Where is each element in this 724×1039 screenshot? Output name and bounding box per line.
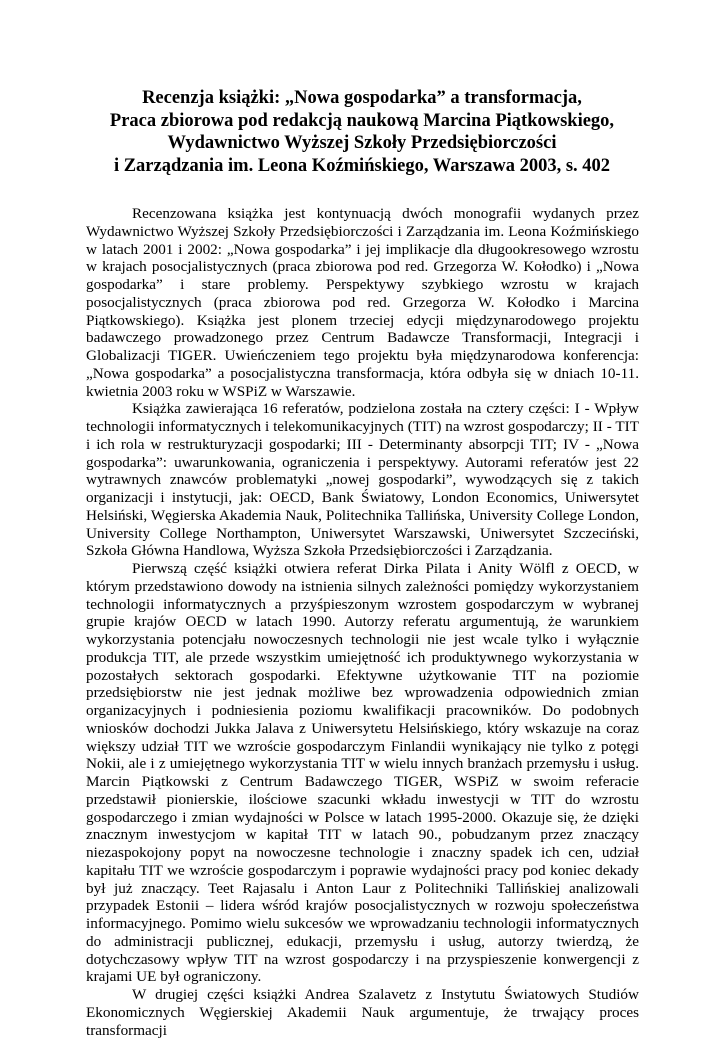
paragraph: Pierwszą część książki otwiera referat Dirka Pilata i Anity Wölfl z OECD, w którym przedstawiono dowody na istnienia silnych zależności pomiędzy wykorzystaniem technologii informatycznych a przyśpieszonym wzrostem gospodarczym w wybranej grupie krajów OECD w latach 1990. Autorzy referatu argumentują, że warunkiem wykorzystania potencjału nowoczesnych technologii nie jest wcale tylko i wyłącznie produkcja TIT, ale przede wszystkim umiejętność ich produktywnego wykorzystania w pozostałych sektorach gospodarki. Efektywne użytkowanie TIT na poziomie przedsiębiorstw nie jest jednak możliwe bez wprowadzenia odpowiednich zmian organizacyjnych i podniesienia poziomu kwalifikacji pracowników. Do podobnych wniosków dochodzi Jukka Jalava z Uniwersytetu Helsińskiego, który wskazuje na coraz większy udział TIT we wzroście gospodarczym Finlandii wynikający nie tylko z potęgi Nokii, ale i z umiejętnego wykorzystania TIT w wielu innych branżach przemysłu i usług. Marcin Piątkowski z Centrum Badawczego TIGER, WSPiZ w swoim referacie przedstawił pionierskie, ilościowe szacunki wkładu inwestycji w TIT do wzrostu gospodarczego i zmian wydajności w Polsce w latach 1995-2000. Okazuje się, że dzięki znacznym inwestycjom w kapitał TIT w latach 90., pobudzanym przez znaczący niezaspokojony popyt na nowoczesne technologie i znaczny spadek ich cen, udział kapitału TIT we wzroście gospodarczym i poprawie wydajności pracy pod koniec dekady był już znaczący. Teet Rajasalu i Anton Laur z Politechniki Tallińskiej analizowali przypadek Estonii – lidera wśród krajów posocjalistycznych w rozwoju społeczeństwa informacyjnego. Pomimo wielu sukcesów we wprowadzaniu technologii informatycznych do administracji publicznej, edukacji, przemysłu i usług, autorzy twierdzą, że dotychczasowy wpływ TIT na wzrost gospodarczy i na przyspieszenie konwergencji z krajami UE był ograniczony. — [86, 560, 639, 986]
title-line: Recenzja książki: „Nowa gospodarka” a transformacja, — [142, 88, 582, 108]
paragraph: Recenzowana książka jest kontynuacją dwóch monografii wydanych przez Wydawnictwo Wyższej Szkoły Przedsiębiorczości i Zarządzania im. Leona Koźmińskiego w latach 2001 i 2002: „Nowa gospodarka” i jej implikacje dla długookresowego wzrostu w krajach posocjalistycznych (praca zbiorowa pod red. Grzegorza W. Kołodko) i „Nowa gospodarka” i stare problemy. Perspektywy szybkiego wzrostu w krajach posocjalistycznych (praca zbiorowa pod red. Grzegorza W. Kołodko i Marcina Piątkowskiego). Książka jest plonem trzeciej edycji międzynarodowego projektu badawczego prowadzonego przez Centrum Badawcze Transformacji, Integracji i Globalizacji TIGER. Uwieńczeniem tego projektu była międzynarodowa konferencja: „Nowa gospodarka” a posocjalistyczna transformacja, która odbyła się w dniach 10-11. kwietnia 2003 roku w WSPiZ w Warszawie. — [86, 205, 639, 400]
review-body — [86, 205, 639, 1039]
paragraph: Książka zawierająca 16 referatów, podzielona została na cztery części: I - Wpływ technologii informatycznych i telekomunikacyjnych (TIT) na wzrost gospodarczy; II - TIT i ich rola w restrukturyzacji gospodarki; III - Determinanty absorpcji TIT; IV - „Nowa gospodarka”: uwarunkowania, ograniczenia i perspektywy. Autorami referatów jest 22 wytrawnych znawców problematyki „nowej gospodarki”, wywodzących się z takich organizacji i instytucji, jak: OECD, Bank Światowy, London Economics, Uniwersytet Helsiński, Węgierska Akademia Nauk, Politechnika Tallińska, University College London, University College Northampton, Uniwersytet Warszawski, Uniwersytet Szczeciński, Szkoła Główna Handlowa, Wyższa Szkoła Przedsiębiorczości i Zarządzania. — [86, 400, 639, 560]
paragraph: W drugiej części książki Andrea Szalavetz z Instytutu Światowych Studiów Ekonomicznych Węgierskiej Akademii Nauk argumentuje, że trwający proces transformacji — [86, 986, 639, 1039]
title-line: Praca zbiorowa pod redakcją naukową Marcina Piątkowskiego, — [109, 110, 615, 131]
title-line: Wydawnictwo Wyższej Szkoły Przedsiębiorczości — [167, 133, 557, 153]
title-line: i Zarządzania im. Leona Koźmińskiego, Warszawa 2003, s. 402 — [113, 155, 611, 176]
review-title — [84, 87, 640, 177]
